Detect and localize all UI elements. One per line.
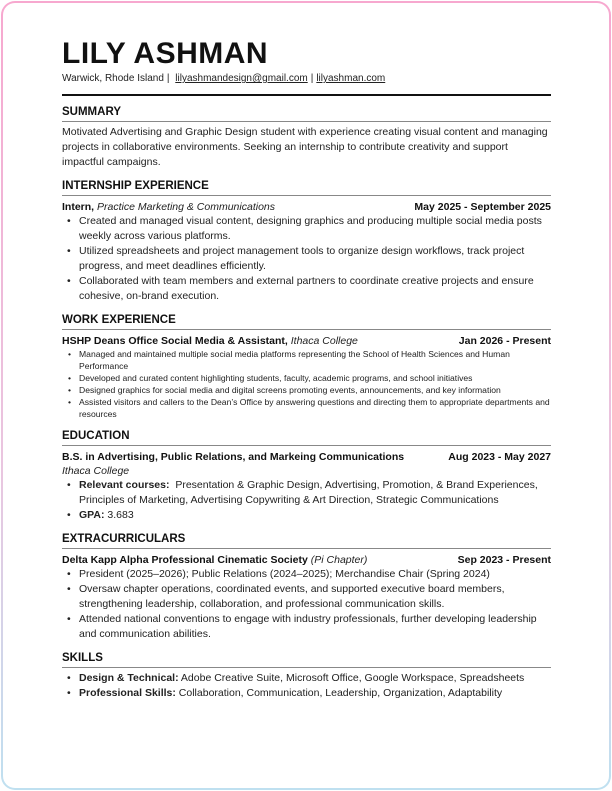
dates: Jan 2026 - Present	[458, 335, 551, 347]
list-item: • Utilized spreadsheets and project management tools to organize design workflows, track project progress, and meet deadlines efficiently.	[79, 244, 551, 274]
list-item: • Created and managed visual content, designing graphics and producing multiple social media posts weekly across various platforms.	[79, 214, 551, 244]
website-link[interactable]: lilyashman.com	[316, 73, 386, 84]
summary-heading: SUMMARY	[62, 105, 551, 122]
contact-line	[62, 72, 551, 85]
candidate-name: LILY ASHMAN	[62, 37, 269, 70]
label: GPA:	[79, 509, 105, 521]
list-item: • Oversaw chapter operations, coordinated events, and supported executive board members, strengthening leadership, collaboration, and professional communication skills.	[79, 582, 551, 612]
dates: Sep 2023 - Present	[457, 554, 551, 566]
organization: Practice Marketing & Communications	[97, 201, 275, 213]
value: Collaboration, Communication, Leadership, Organization, Adaptability	[178, 687, 503, 699]
organization: Ithaca College	[290, 335, 358, 347]
header-divider	[62, 94, 551, 96]
value: Adobe Creative Suite, Microsoft Office, Google Workspace, Spreadsheets	[180, 672, 525, 684]
education-heading: EDUCATION	[62, 429, 551, 446]
dates: Aug 2023 - May 2027	[448, 451, 551, 463]
internship-bullets	[62, 214, 551, 304]
location: Warwick, Rhode Island	[62, 73, 164, 84]
dates: May 2025 - September 2025	[414, 201, 551, 213]
extracurricular-bullets	[62, 567, 551, 642]
list-item: • Attended national conventions to engage with industry professionals, further developing leadership and communication abilities.	[79, 612, 551, 642]
summary-text: Motivated Advertising and Graphic Design student with experience creating visual content and managing projects in collaborative environments. Seeking an internship to contribute creativity and support impactful campaigns.	[62, 126, 548, 168]
extracurriculars-heading: EXTRACURRICULARS	[62, 532, 551, 549]
list-item: • Collaborated with team members and external partners to coordinate creative projects and ensure cohesive, on-brand execution.	[79, 274, 551, 304]
list-item	[79, 671, 551, 686]
list-item	[79, 478, 551, 508]
gpa: 3.683	[107, 509, 134, 521]
email-link[interactable]: lilyashmandesign@gmail.com	[175, 73, 308, 84]
education-entry	[62, 450, 551, 464]
separator: |	[166, 73, 170, 84]
internship-heading: INTERNSHIP EXPERIENCE	[62, 179, 551, 196]
list-item	[79, 508, 551, 523]
list-item: • Designed graphics for social media and digital screens promoting events, announcements, and key information	[79, 384, 551, 396]
resume	[62, 38, 551, 701]
list-item: • Developed and curated content highlighting students, faculty, academic programs, and school initiatives	[79, 372, 551, 384]
label: Design & Technical:	[79, 672, 179, 684]
label: Relevant courses:	[79, 479, 170, 491]
work-heading: WORK EXPERIENCE	[62, 313, 551, 330]
courses: Presentation & Graphic Design, Advertising, Promotion, & Brand Experiences, Principles of Marketing, Advertising Copywriting & Art Direction, Strategic Communications	[79, 479, 538, 506]
internship-entry	[62, 200, 551, 214]
chapter: (Pi Chapter)	[310, 554, 368, 566]
org-title: Delta Kapp Alpha Professional Cinematic Society	[62, 554, 308, 566]
skills-heading: SKILLS	[62, 651, 551, 668]
degree: B.S. in Advertising, Public Relations, and Markeing Communications	[62, 451, 405, 463]
extracurricular-entry	[62, 553, 551, 567]
separator: |	[310, 73, 314, 84]
list-item: • President (2025–2026); Public Relations (2024–2025); Merchandise Chair (Spring 2024)	[79, 567, 551, 582]
list-item	[79, 686, 551, 701]
job-title: HSHP Deans Office Social Media & Assistant,	[62, 335, 288, 347]
skills-list	[62, 671, 551, 701]
school: Ithaca College	[62, 465, 130, 477]
list-item: • Managed and maintained multiple social media platforms representing the School of Health Sciences and Human Performance	[79, 348, 551, 372]
label: Professional Skills:	[79, 687, 176, 699]
job-title: Intern,	[62, 201, 95, 213]
education-bullets	[62, 478, 551, 523]
list-item: • Assisted visitors and callers to the Dean’s Office by answering questions and directing them to appropriate departments and resources	[79, 396, 551, 420]
work-entry	[62, 334, 551, 348]
work-bullets	[62, 348, 551, 420]
